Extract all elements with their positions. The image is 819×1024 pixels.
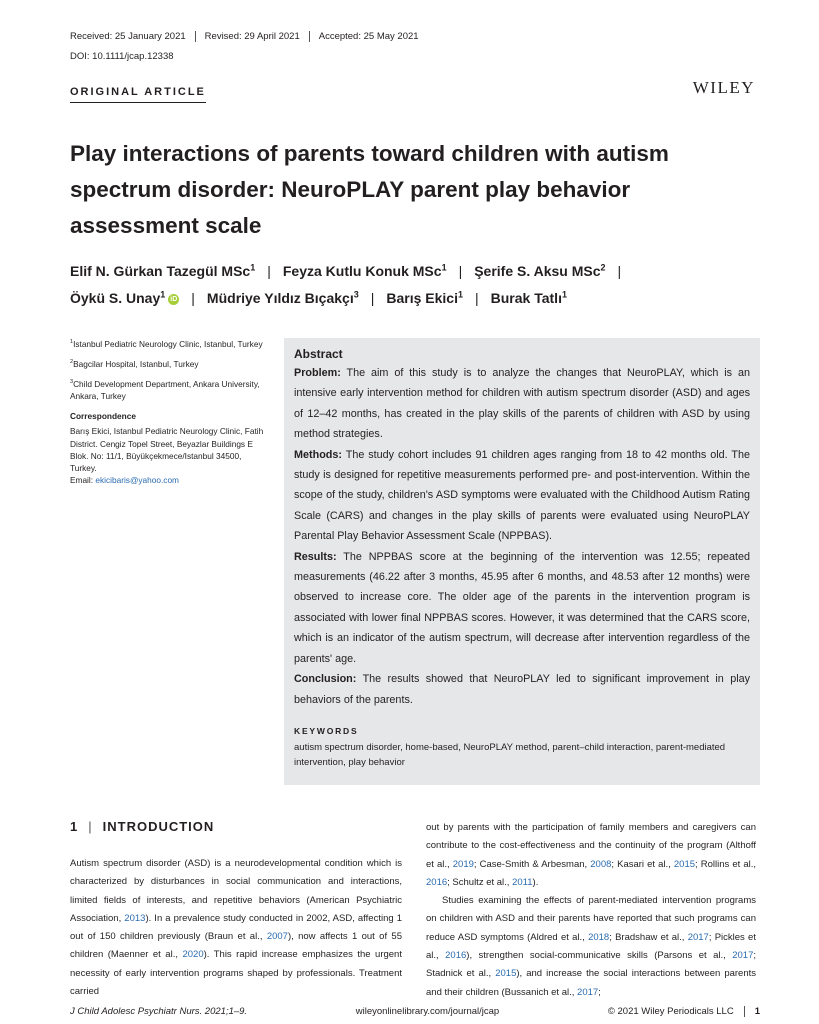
accepted-date: Accepted: 25 May 2021 [318, 31, 419, 42]
abstract-heading: Abstract [294, 347, 343, 361]
citation-link[interactable]: 2016 [426, 876, 448, 888]
section-heading: 1 | INTRODUCTION [70, 819, 215, 834]
citation-link[interactable]: 2017 [577, 986, 599, 998]
journal-url[interactable]: wileyonlinelibrary.com/journal/jcap [355, 1006, 500, 1017]
publication-dates [70, 31, 437, 42]
author-list: Elif N. Gürkan Tazegül MSc$^1$ | Feyza Kutlu Konuk MSc$^1$ | Şerife S. Aksu MSc$^2$ | Öykü S. Unay$^1$ iD | Müdriye Yıldız Bıçakçı$^3$ | Barış Ekici$^1$ | Burak Tatlı$^1$ [70, 262, 622, 306]
citation-link[interactable]: 2018 [588, 931, 610, 943]
keywords: autism spectrum disorder, home-based, NeuroPLAY method, parent–child interaction, parent-mediated intervention, play behavior [294, 741, 726, 768]
email-link[interactable]: ekicibaris@yahoo.com [95, 475, 179, 486]
citation-link[interactable]: 2020 [182, 949, 204, 961]
body-paragraph: Autism spectrum disorder (ASD) is a neurodevelopmental condition which is characterized by disturbances in social communication and interactions, limited fields of interests, and repetitive behaviors (American Psychiatric Association, 2013). In a prevalence study conducted in 2002, ASD, affecting 1 out of 150 children previously (Braun et al., 2007), now affects 1 out of 55 children (Maenner et al., 2020). This rapid increase emphasizes the urgent necessity of early intervention programs shaped by professionals. Treatment carried [70, 858, 402, 998]
body-paragraph: out by parents with the participation of family members and caregivers can contribute to the cost-effectiveness and the continuity of the program (Althoff et al., 2019; Case-Smith & Arbesman, 2008; Kasari et al., 2015; Rollins et al., 2016; Schultz et al., 2011). [426, 822, 756, 888]
author[interactable]: Feyza Kutlu Konuk MSc$^1$ [282, 262, 447, 279]
article-type: ORIGINAL ARTICLE [70, 86, 206, 103]
orcid-icon[interactable]: iD [170, 295, 178, 303]
author[interactable]: Elif N. Gürkan Tazegül MSc$^1$ [70, 262, 256, 279]
citation-link[interactable]: 2017 [732, 950, 754, 962]
author[interactable]: Öykü S. Unay$^1$ iD [70, 289, 178, 306]
citation-link[interactable]: 2008 [590, 858, 612, 870]
abstract-problem: Problem: The aim of this study is to analyze the changes that NeuroPLAY, which is an intensive early intervention method for children with autism spectrum disorder (ASD) and ages of 12–42 months, has created in the play skills of the parents of children with ASD by using method strategies. [294, 367, 750, 441]
affiliation: $^1$Istanbul Pediatric Neurology Clinic, Istanbul, Turkey [70, 338, 263, 349]
body-column-left [70, 855, 402, 1001]
publisher-logo: WILEY [692, 78, 755, 97]
abstract-conclusion: Conclusion: The results showed that NeuroPLAY led to significant improvement in play behaviors of the parents. [294, 673, 750, 706]
revised-date: Revised: 29 April 2021 [205, 31, 310, 42]
abstract-box [284, 338, 760, 785]
journal-citation: J Child Adolesc Psychiatr Nurs. 2021;1–9. [70, 1006, 248, 1017]
author[interactable]: Müdriye Yıldız Bıçakçı$^3$ [206, 289, 359, 306]
body-column-right [426, 819, 756, 1002]
abstract-methods: Methods: The study cohort includes 91 children ages ranging from 18 to 42 months old. The study is designed for repetitive measurements performed pre- and post-intervention. Within the scope of the study, children's ASD symptoms were evaluated with the Childhood Autism Rating Scale (CARS) and changes in the play skills of parents were evaluated using NeuroPLAY Parental Play Behavior Assessment Scale (NPPBAS). [294, 448, 750, 543]
affiliations-column [70, 336, 270, 486]
citation-link[interactable]: 2016 [445, 950, 467, 962]
abstract-results: Results: The NPPBAS score at the beginning of the intervention was 12.55; repeated measurements (46.22 after 3 months, 45.95 after 6 months, and 48.53 after 12 months) were observed to increase core. The older age of the parents in the intervention program is associated with lower final NPPBAS scores. However, it was determined that the CARS score, which is an indicator of the autism spectrum, will decrease after intervention regardless of the parents' age. [294, 550, 751, 665]
citation-link[interactable]: 2019 [452, 858, 474, 870]
copyright: © 2021 Wiley Periodicals LLC [607, 1006, 734, 1017]
article-title: Play interactions of parents toward children with autism spectrum disorder: NeuroPLAY parent play behavior assessment scale [70, 141, 669, 238]
correspondence-heading: Correspondence [70, 411, 136, 422]
body-paragraph: Studies examining the effects of parent-mediated intervention programs on children with ASD and their parents have reported that such programs can reduce ASD symptoms (Aldred et al., 2018; Bradshaw et al., 2017; Pickles et al., 2016), strengthen social-communicative skills (Parsons et al., 2017; Stadnick et al., 2015), and increase the social interactions between parents and their children (Bussanich et al., 2017; [426, 895, 757, 998]
citation-link[interactable]: 2013 [124, 912, 146, 924]
author[interactable]: Burak Tatlı$^1$ [490, 289, 567, 306]
page-footer [70, 1006, 760, 1017]
keywords-heading: KEYWORDS [294, 725, 359, 736]
citation-link[interactable]: 2017 [687, 931, 709, 943]
received-date: Received: 25 January 2021 [70, 31, 196, 42]
doi[interactable]: DOI: 10.1111/jcap.12338 [70, 51, 174, 62]
citation-link[interactable]: 2015 [495, 968, 517, 980]
affiliation: $^2$Bagcilar Hospital, Istanbul, Turkey [70, 358, 199, 369]
correspondence-text: Barış Ekici, Istanbul Pediatric Neurology Clinic, Fatih District. Cengiz Topel Street, Beyazlar Buildings E Blok. No: 11/1, Büyükçekmece/Istanbul 34500, Turkey. Email: ekicibaris@yahoo.com [70, 426, 264, 486]
affiliation: $^3$Child Development Department, Ankara University, Ankara, Turkey [70, 378, 260, 401]
citation-link[interactable]: 2011 [512, 876, 533, 888]
citation-link[interactable]: 2015 [673, 858, 696, 870]
page-number: 1 [744, 1006, 760, 1017]
author[interactable]: Barış Ekici$^1$ [386, 289, 463, 306]
citation-link[interactable]: 2007 [266, 931, 288, 943]
author[interactable]: Şerife S. Aksu MSc$^2$ [474, 262, 606, 279]
